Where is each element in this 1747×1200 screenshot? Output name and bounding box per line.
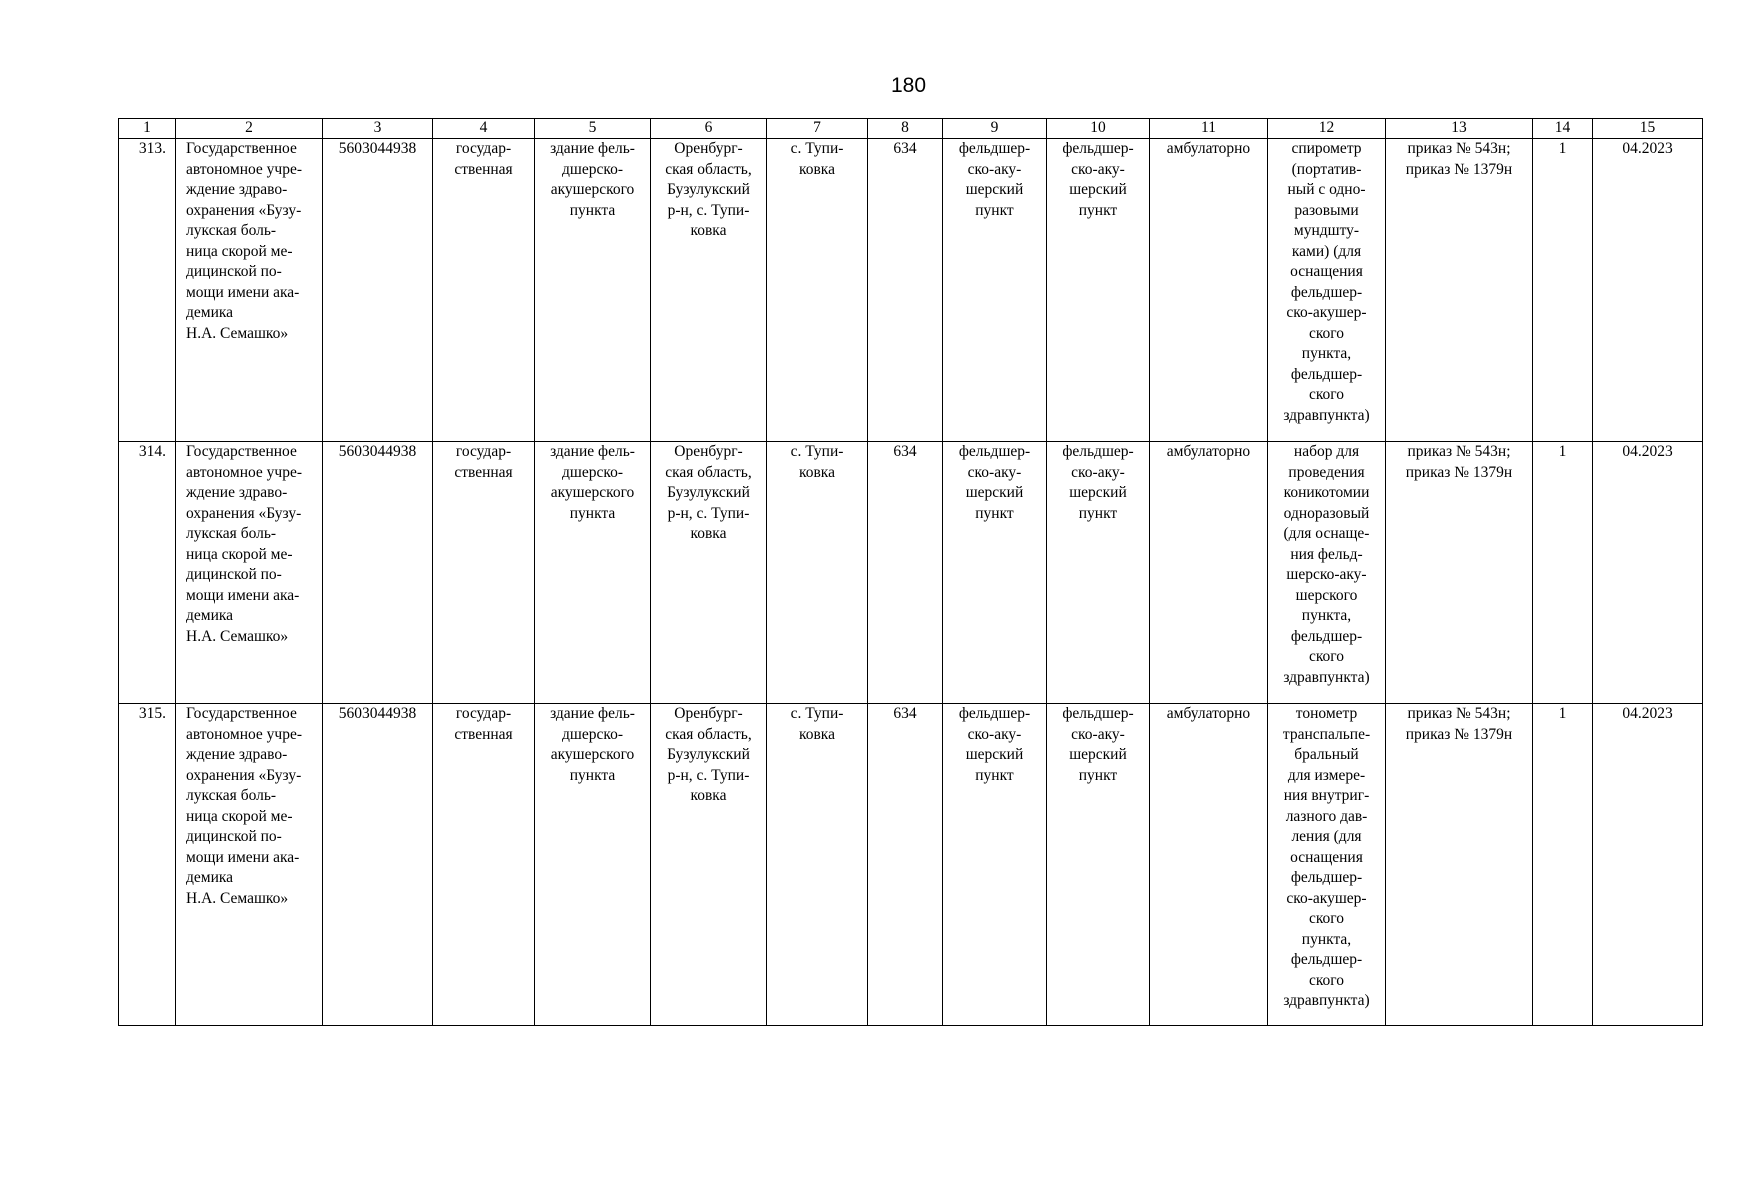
locality-cell: с. Тупи- ковка: [790, 443, 844, 481]
care-form-cell: амбулаторно: [1166, 705, 1251, 722]
column-header: 10: [1047, 119, 1150, 139]
row-number: 314.: [138, 443, 166, 460]
locality-cell: с. Тупи- ковка: [790, 705, 844, 743]
table-row: [119, 704, 1703, 1026]
date-cell: 04.2023: [1622, 705, 1673, 722]
column-header: 9: [943, 119, 1047, 139]
quantity-cell: 1: [1558, 443, 1567, 460]
inn-cell: 5603044938: [338, 705, 417, 722]
registry-table: [118, 118, 1703, 1026]
column-number-row: [119, 119, 1703, 139]
building-cell: здание фель- дшерско- акушерского пункта: [550, 443, 635, 522]
ownership-cell: государ- ственная: [454, 705, 513, 743]
unit-name-cell: фельдшер- ско-аку- шерский пункт: [1062, 443, 1134, 522]
building-cell: здание фель- дшерско- акушерского пункта: [550, 140, 635, 219]
address-cell: Оренбург- ская область, Бузулукский р-н, с. Тупи- ковка: [665, 443, 752, 542]
code-cell: 634: [893, 705, 917, 722]
order-cell: приказ № 543н; приказ № 1379н: [1405, 705, 1513, 743]
ownership-cell: государ- ственная: [454, 443, 513, 481]
unit-type-cell: фельдшер- ско-аку- шерский пункт: [958, 443, 1031, 522]
care-form-cell: амбулаторно: [1166, 140, 1251, 157]
inn-cell: 5603044938: [338, 140, 417, 157]
order-cell: приказ № 543н; приказ № 1379н: [1405, 443, 1513, 481]
organization-cell: Государственное автономное учре- ждение здраво- охранения «Бузу- лукская боль- ница скорой ме- дицинской по- мощи имени ака- демика Н.А. Семашко»: [186, 443, 303, 645]
unit-type-cell: фельдшер- ско-аку- шерский пункт: [958, 140, 1031, 219]
page-number: 180: [890, 74, 927, 97]
code-cell: 634: [893, 443, 917, 460]
locality-cell: с. Тупи- ковка: [790, 140, 844, 178]
column-header: 13: [1386, 119, 1533, 139]
organization-cell: Государственное автономное учре- ждение здраво- охранения «Бузу- лукская боль- ница скорой ме- дицинской по- мощи имени ака- демика Н.А. Семашко»: [186, 140, 303, 342]
unit-name-cell: фельдшер- ско-аку- шерский пункт: [1062, 140, 1134, 219]
column-header: 11: [1150, 119, 1268, 139]
equipment-cell: набор для проведения коникотомии одноразовый (для оснаще- ния фельд- шерско-аку- шерского пункта, фельдшер- ского здравпункта): [1283, 443, 1370, 686]
quantity-cell: 1: [1558, 705, 1567, 722]
column-header: 5: [535, 119, 651, 139]
column-header: 14: [1533, 119, 1593, 139]
unit-type-cell: фельдшер- ско-аку- шерский пункт: [958, 705, 1031, 784]
column-header: 4: [433, 119, 535, 139]
ownership-cell: государ- ственная: [454, 140, 513, 178]
address-cell: Оренбург- ская область, Бузулукский р-н, с. Тупи- ковка: [665, 705, 752, 804]
table-row: [119, 139, 1703, 442]
building-cell: здание фель- дшерско- акушерского пункта: [550, 705, 635, 784]
column-header: 12: [1268, 119, 1386, 139]
unit-name-cell: фельдшер- ско-аку- шерский пункт: [1062, 705, 1134, 784]
address-cell: Оренбург- ская область, Бузулукский р-н, с. Тупи- ковка: [665, 140, 752, 239]
date-cell: 04.2023: [1622, 443, 1673, 460]
care-form-cell: амбулаторно: [1166, 443, 1251, 460]
order-cell: приказ № 543н; приказ № 1379н: [1405, 140, 1513, 178]
date-cell: 04.2023: [1622, 140, 1673, 157]
column-header: 6: [651, 119, 767, 139]
code-cell: 634: [893, 140, 917, 157]
column-header: 3: [323, 119, 433, 139]
equipment-cell: спирометр (портатив- ный с одно- разовыми мундшту- ками) (для оснащения фельдшер- ско-акушер- ского пункта, фельдшер- ского здравпункта): [1283, 140, 1370, 424]
column-header: 8: [868, 119, 943, 139]
column-header: 1: [119, 119, 176, 139]
quantity-cell: 1: [1558, 140, 1567, 157]
row-number: 315.: [138, 705, 166, 722]
equipment-cell: тонометр транспальпе- бральный для измере- ния внутриг- лазного дав- ления (для оснащения фельдшер- ско-акушер- ского пункта, фельдшер- ского здравпункта): [1282, 705, 1371, 1009]
table-row: [119, 442, 1703, 704]
inn-cell: 5603044938: [338, 443, 417, 460]
organization-cell: Государственное автономное учре- ждение здраво- охранения «Бузу- лукская боль- ница скорой ме- дицинской по- мощи имени ака- демика Н.А. Семашко»: [186, 705, 303, 907]
column-header: 15: [1593, 119, 1703, 139]
column-header: 7: [767, 119, 868, 139]
column-header: 2: [176, 119, 323, 139]
row-number: 313.: [138, 140, 166, 157]
